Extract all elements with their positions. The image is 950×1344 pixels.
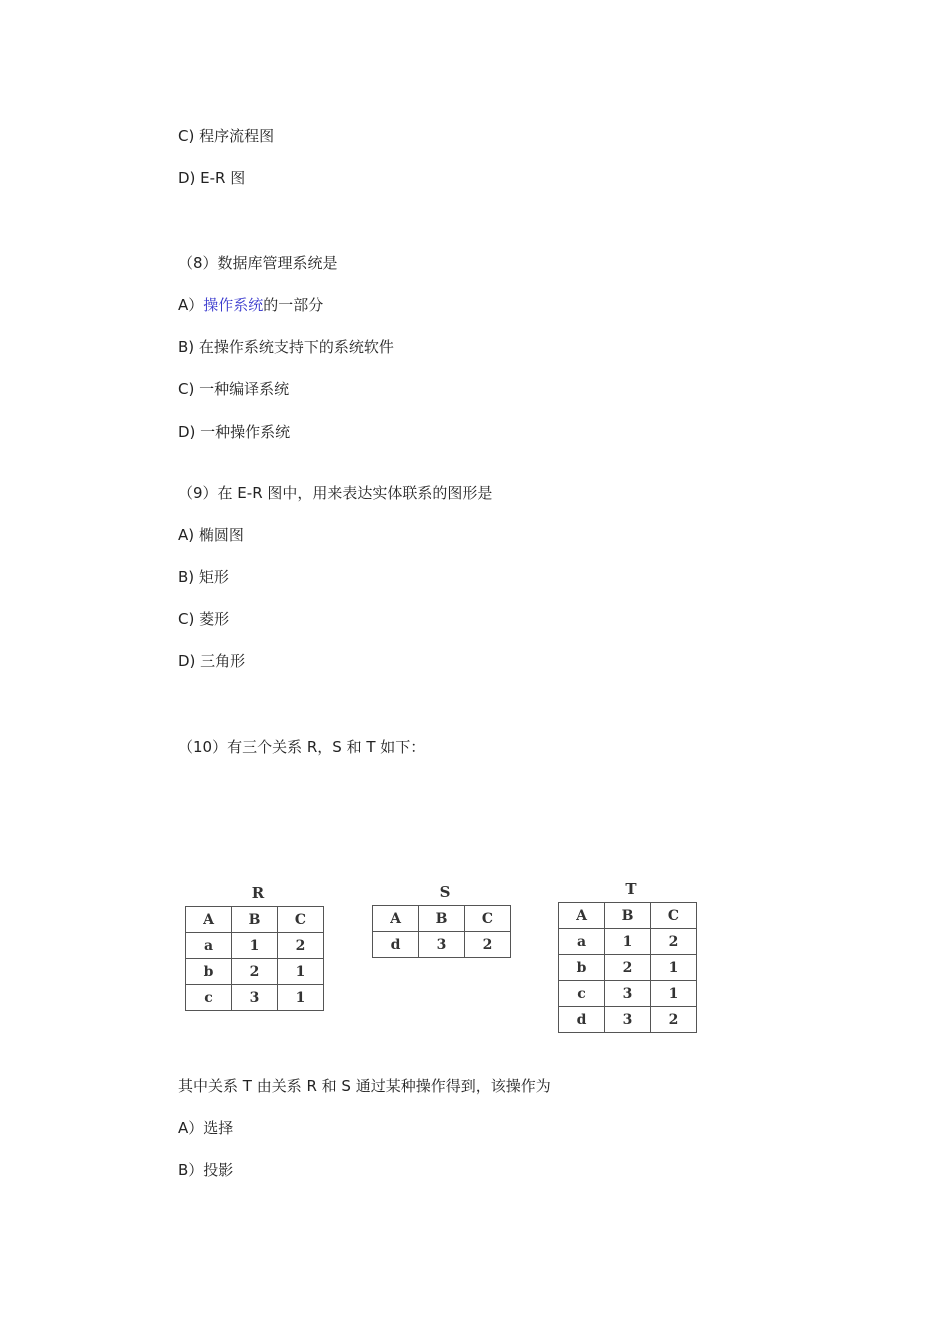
table-cell: 3: [605, 1007, 651, 1033]
q10-option-a: A）选择: [178, 1119, 234, 1137]
table-cell: 3: [232, 985, 278, 1011]
relation-t: [558, 880, 704, 1048]
table-cell: 2: [605, 955, 651, 981]
table-row: [373, 932, 511, 958]
relation-s-table: [372, 905, 511, 958]
table-cell: a: [186, 933, 232, 959]
table-cell: b: [186, 959, 232, 985]
q9-option-d: D) 三角形: [178, 652, 246, 670]
q9-option-c: C) 菱形: [178, 610, 230, 628]
header-cell: C: [278, 907, 324, 933]
table-cell: b: [559, 955, 605, 981]
table-row: [559, 981, 697, 1007]
q9-stem: （9）在 E-R 图中，用来表达实体联系的图形是: [178, 484, 493, 502]
os-link[interactable]: 操作系统: [203, 296, 264, 314]
table-cell: 3: [419, 932, 465, 958]
table-cell: 1: [278, 959, 324, 985]
header-cell: A: [559, 903, 605, 929]
table-cell: 1: [651, 981, 697, 1007]
table-cell: 2: [232, 959, 278, 985]
table-row: [186, 985, 324, 1011]
relation-r-table: [185, 906, 324, 1011]
table-cell: 2: [651, 929, 697, 955]
relation-t-title: T: [625, 880, 637, 898]
q8-option-a-suffix: 的一部分: [263, 296, 324, 314]
table-cell: 2: [278, 933, 324, 959]
q9-option-b: B) 矩形: [178, 568, 229, 586]
table-cell: 1: [605, 929, 651, 955]
table-cell: c: [186, 985, 232, 1011]
q8-option-a: [178, 295, 323, 315]
table-row: [559, 955, 697, 981]
table-cell: 3: [605, 981, 651, 1007]
table-row: [186, 933, 324, 959]
header-cell: A: [373, 906, 419, 932]
table-cell: d: [559, 1007, 605, 1033]
header-cell: B: [232, 907, 278, 933]
table-header-row: [186, 907, 324, 933]
header-cell: A: [186, 907, 232, 933]
relation-r-title: R: [251, 884, 265, 902]
table-cell: 1: [278, 985, 324, 1011]
table-header-row: [559, 903, 697, 929]
q8-stem: （8）数据库管理系统是: [178, 254, 338, 272]
relation-s-title: S: [439, 883, 451, 901]
table-row: [559, 929, 697, 955]
header-cell: C: [651, 903, 697, 929]
table-cell: 1: [232, 933, 278, 959]
table-row: [559, 1007, 697, 1033]
q7-option-c: C) 程序流程图: [178, 127, 275, 145]
header-cell: B: [419, 906, 465, 932]
table-header-row: [373, 906, 511, 932]
relation-r: [185, 884, 331, 1024]
table-cell: a: [559, 929, 605, 955]
q8-option-d: D) 一种操作系统: [178, 423, 291, 441]
q10-followup: 其中关系 T 由关系 R 和 S 通过某种操作得到，该操作为: [178, 1077, 551, 1095]
q10-option-b: B）投影: [178, 1161, 234, 1179]
table-row: [186, 959, 324, 985]
table-cell: 2: [651, 1007, 697, 1033]
table-cell: c: [559, 981, 605, 1007]
q9-option-a: A) 椭圆图: [178, 526, 244, 544]
header-cell: B: [605, 903, 651, 929]
table-cell: d: [373, 932, 419, 958]
q8-option-c: C) 一种编译系统: [178, 380, 290, 398]
table-cell: 1: [651, 955, 697, 981]
q10-stem: （10）有三个关系 R，S 和 T 如下：: [178, 738, 426, 756]
relation-s: [372, 883, 518, 965]
q8-option-b: B) 在操作系统支持下的系统软件: [178, 338, 394, 356]
q7-option-d: D) E-R 图: [178, 169, 246, 187]
q8-option-a-prefix: A）: [178, 296, 204, 314]
table-cell: 2: [465, 932, 511, 958]
header-cell: C: [465, 906, 511, 932]
relation-t-table: [558, 902, 697, 1033]
